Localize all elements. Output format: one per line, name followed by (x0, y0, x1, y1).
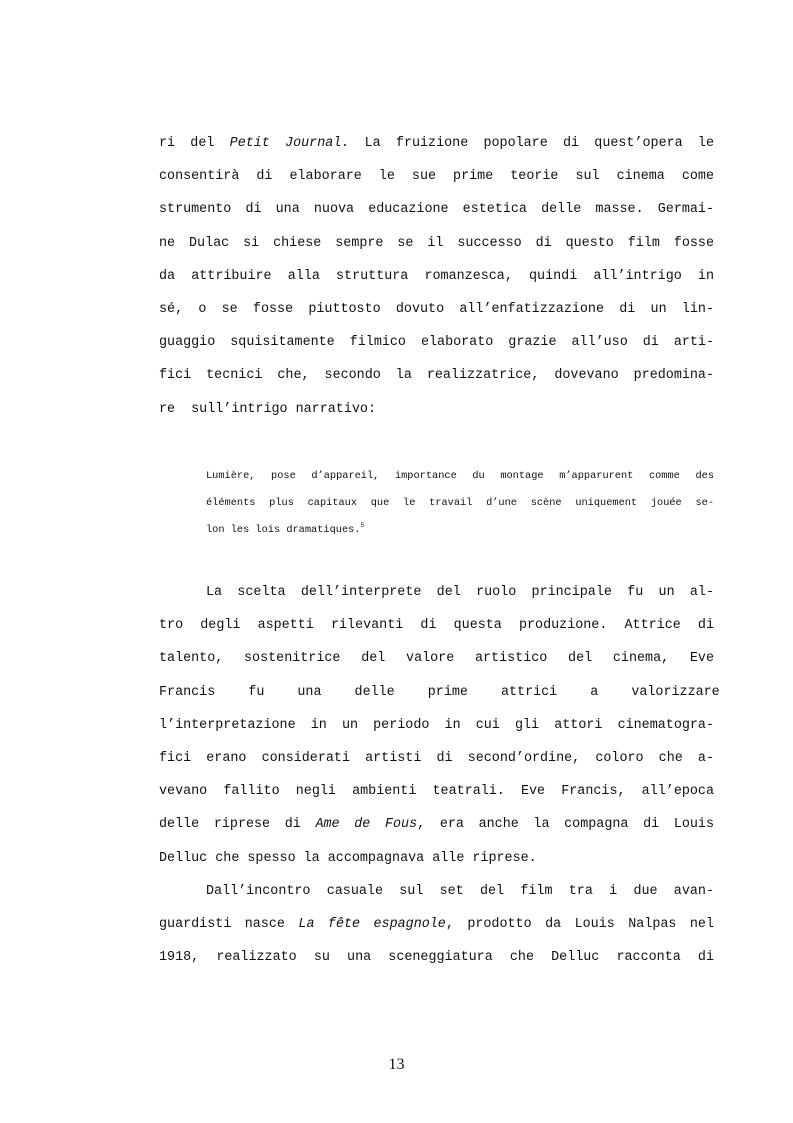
text-line: Delluc che spesso la accompagnava alle riprese. (159, 850, 537, 866)
text-line (159, 808, 714, 841)
italic-title: Ame de Fous (315, 817, 418, 833)
text-segment: ri del (159, 136, 230, 151)
text-line: Dall’incontro casuale sul set del film tra i due avan- (206, 884, 714, 899)
quote-line: éléments plus capitaux que le travail d’une scène uniquement jouée se- (206, 497, 714, 509)
text-line: ne Dulac si chiese sempre se il successo di questo film fosse (159, 235, 714, 251)
text-line: 1918, realizzato su una sceneggiatura che Delluc racconta di (159, 950, 714, 966)
paragraph-fete-espagnole (159, 875, 714, 975)
footnote-reference: 5 (360, 522, 365, 529)
text-line: La scelta dell’interprete del ruolo principale fu un al- (206, 585, 714, 600)
italic-title: Petit Journal. (229, 136, 350, 151)
quote-line (206, 517, 714, 544)
text-line: fici erano considerati artisti di second’ordine, coloro che a- (159, 750, 714, 766)
quote-line: Lumière, pose d’appareil, importance du montage m’apparurent comme des (206, 470, 714, 482)
paragraph-continuation (159, 127, 714, 426)
text-line: fici tecnici che, secondo la realizzatrice, dovevano predomina- (159, 368, 714, 384)
text-segment: guardisti nasce (159, 917, 299, 933)
text-line: da attribuire alla struttura romanzesca, quindi all’intrigo in (159, 268, 714, 284)
italic-title: La fête espagnole (298, 917, 446, 933)
text-line: tro degli aspetti rilevanti di questa produzione. Attrice di (159, 618, 714, 634)
text-line: sé, o se fosse piuttosto dovuto all’enfatizzazione di un lin- (159, 301, 714, 317)
text-segment: lon les lois dramatiques. (206, 524, 361, 536)
paragraph-eve-francis (159, 576, 720, 875)
text-line: strumento di una nuova educazione estetica delle masse. Germai- (159, 202, 714, 218)
text-line (159, 908, 714, 941)
text-line (159, 127, 714, 160)
text-line: Francis fu una delle prime attrici a valorizzare (159, 684, 720, 700)
text-line: talento, sostenitrice del valore artistico del cinema, Eve (159, 651, 714, 667)
text-line: consentirà di elaborare le sue prime teorie sul cinema come (159, 169, 714, 185)
text-line: re sull’intrigo narrativo: (159, 401, 376, 417)
text-line: l’interpretazione in un periodo in cui gli attori cinematogra- (159, 717, 714, 733)
page-number: 13 (388, 1056, 405, 1073)
text-segment: , prodotto da Louis Nalpas nel (445, 917, 714, 933)
block-quote (206, 463, 714, 544)
text-segment: , era anche la compagna di Louis (417, 817, 714, 833)
text-segment: delle riprese di (159, 817, 316, 833)
text-line: guaggio squisitamente filmico elaborato grazie all’uso di arti- (159, 335, 714, 351)
text-line: vevano fallito negli ambienti teatrali. Eve Francis, all’epoca (159, 784, 714, 800)
text-segment: La fruizione popolare di quest’opera le (349, 136, 714, 151)
